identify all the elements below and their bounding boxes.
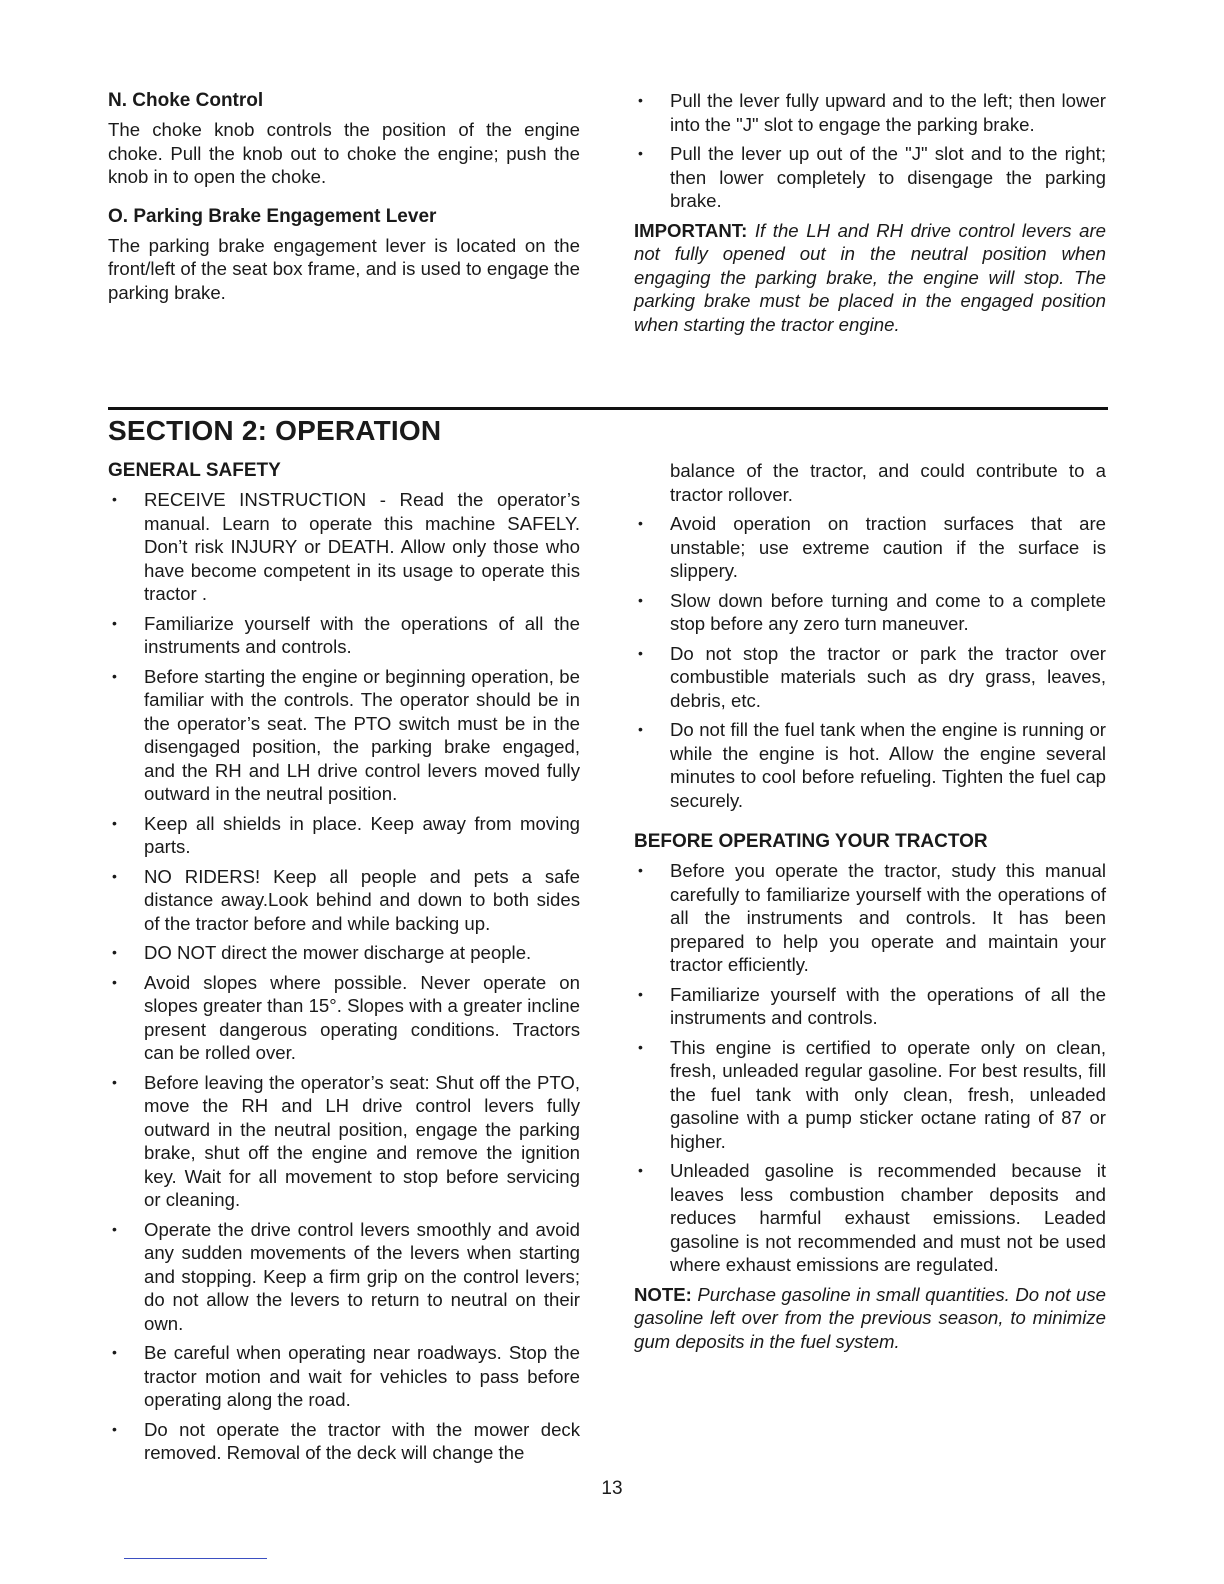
top-right-column (634, 89, 1106, 336)
bullet-icon: • (112, 973, 117, 990)
list-item: • RECEIVE INSTRUCTION - Read the operator’s manual. Learn to operate this machine SAFELY. Don’t risk INJURY or DEATH. Allow only those who have become competent in its usage to operate this tractor . (112, 489, 580, 604)
bullet-icon: • (112, 867, 117, 884)
top-left-column (108, 89, 580, 320)
bullet-icon: • (112, 491, 117, 507)
bullet-icon: • (112, 1344, 117, 1360)
bullet-icon: • (112, 1420, 117, 1437)
bullet-icon: • (638, 721, 643, 737)
list-item: • Before starting the engine or beginning operation, be familiar with the controls. The operator should be in the operator’s seat. The PTO switch must be in the disengaged position, the parking brake engaged, and the RH and LH drive control levers moved fully outward in the neutral position. (112, 665, 580, 804)
list-item: • Do not stop the tractor or park the tractor over combustible materials such as dry grass, leaves, debris, etc. (638, 642, 1106, 711)
note-text: Purchase gasoline in small quantities. Do not use gasoline left over from the previous season, to minimize gum deposits in the fuel system. (634, 1283, 1106, 1352)
page-number: 13 (601, 1478, 623, 1499)
fuel-note (634, 1283, 1106, 1354)
section-divider (108, 407, 1108, 410)
list-item: • Operate the drive control levers smoothly and avoid any sudden movements of the levers when starting and stopping. Keep a firm grip on the control levers; do not allow the levers to return to neutral on their own. (112, 1218, 580, 1334)
list-item: • Pull the lever fully upward and to the left; then lower into the "J" slot to engage the parking brake. (638, 90, 1106, 135)
bottom-right-column (634, 459, 1106, 1353)
before-operating-heading: BEFORE OPERATING YOUR TRACTOR (634, 831, 988, 852)
list-item: • Familiarize yourself with the operations of all the instruments and controls. (638, 983, 1106, 1028)
choke-control-text: The choke knob controls the position of the engine choke. Pull the knob out to choke the engine; push the knob in to open the choke. (108, 119, 580, 187)
bullet-icon: • (112, 614, 117, 631)
important-note (634, 219, 1106, 337)
bullet-icon: • (638, 985, 643, 1002)
parking-brake-lever-text: The parking brake engagement lever is located on the front/left of the seat box frame, and is used to engage the parking brake. (108, 234, 580, 303)
note-label: NOTE: (634, 1283, 692, 1305)
list-item: • Unleaded gasoline is recommended because it leaves less combustion chamber deposits and reduces harmful exhaust emissions. Leaded gasoline is not recommended and must not be used where exhaust emissions are regulated. (638, 1160, 1106, 1275)
bullet-icon: • (638, 862, 643, 878)
list-item: • Be careful when operating near roadways. Stop the tractor motion and wait for vehicles to pass before operating along the road. (112, 1342, 580, 1410)
list-item: • Before you operate the tractor, study this manual carefully to familiarize yourself with the operations of all the instruments and controls. It has been prepared to help you operate and maintain your tractor efficiently. (638, 860, 1106, 975)
list-item: • Avoid operation on traction surfaces that are unstable; use extreme caution if the surface is slippery. (638, 513, 1106, 581)
list-item: • Do not fill the fuel tank when the engine is running or while the engine is hot. Allow the engine several minutes to cool before refueling. Tighten the fuel cap securely. (638, 719, 1106, 811)
choke-control-heading: N. Choke Control (108, 90, 264, 111)
before-operating-list (634, 859, 1106, 1277)
list-item: • Keep all shields in place. Keep away from moving parts. (112, 812, 580, 857)
parking-brake-steps (634, 89, 1106, 213)
bullet-icon: • (112, 944, 117, 960)
list-item: • Do not operate the tractor with the mower deck removed. Removal of the deck will change the (112, 1418, 580, 1463)
bullet-icon: • (112, 1220, 117, 1237)
list-item: • This engine is certified to operate only on clean, fresh, unleaded regular gasoline. For best results, fill the fuel tank with only clean, fresh, unleaded gasoline with a pump sticker octane rating of 87 or higher. (638, 1036, 1106, 1152)
list-item: • Before leaving the operator’s seat: Shut off the PTO, move the RH and LH drive control levers fully outward in the neutral position, engage the parking brake, shut off the engine and remove the ignition key. Wait for all movement to stop before servicing or cleaning. (112, 1071, 580, 1210)
bottom-left-column (108, 459, 580, 1471)
general-safety-list (108, 488, 580, 1465)
list-item: • Avoid slopes where possible. Never operate on slopes greater than 15°. Slopes with a greater incline present dangerous operating conditions. Tractors can be rolled over. (112, 971, 580, 1063)
section-title: SECTION 2: OPERATION (108, 415, 442, 446)
list-item: • Pull the lever up out of the "J" slot and to the right; then lower completely to disengage the parking brake. (638, 143, 1106, 211)
footer-line (124, 1558, 267, 1559)
list-item: • NO RIDERS! Keep all people and pets a safe distance away.Look behind and down to both sides of the tractor before and while backing up. (112, 865, 580, 934)
bullet-icon: • (638, 1038, 643, 1055)
bullet-icon: • (638, 591, 643, 608)
general-safety-heading: GENERAL SAFETY (108, 460, 281, 481)
bullet-icon: • (638, 515, 643, 531)
bullet-icon: • (638, 644, 643, 661)
list-item: • Familiarize yourself with the operations of all the instruments and controls. (112, 612, 580, 657)
important-label: IMPORTANT: (634, 219, 748, 241)
bullet-icon: • (112, 667, 117, 684)
bullet-icon: • (638, 145, 643, 161)
parking-brake-lever-heading: O. Parking Brake Engagement Lever (108, 205, 437, 227)
bullet-icon: • (112, 814, 117, 831)
general-safety-continued: balance of the tractor, and could contribute to a tractor rollover. (670, 460, 1106, 505)
list-item: • Slow down before turning and come to a complete stop before any zero turn maneuver. (638, 589, 1106, 634)
important-text: If the LH and RH drive control levers are not fully opened out in the neutral position when engaging the parking brake, the engine will stop. The parking brake must be placed in the engaged position when starting the tractor engine. (634, 219, 1106, 335)
bullet-icon: • (638, 1162, 643, 1178)
list-item: • DO NOT direct the mower discharge at people. (112, 942, 532, 963)
bullet-icon: • (638, 92, 643, 108)
bullet-icon: • (112, 1073, 117, 1090)
general-safety-list-continued (634, 512, 1106, 812)
